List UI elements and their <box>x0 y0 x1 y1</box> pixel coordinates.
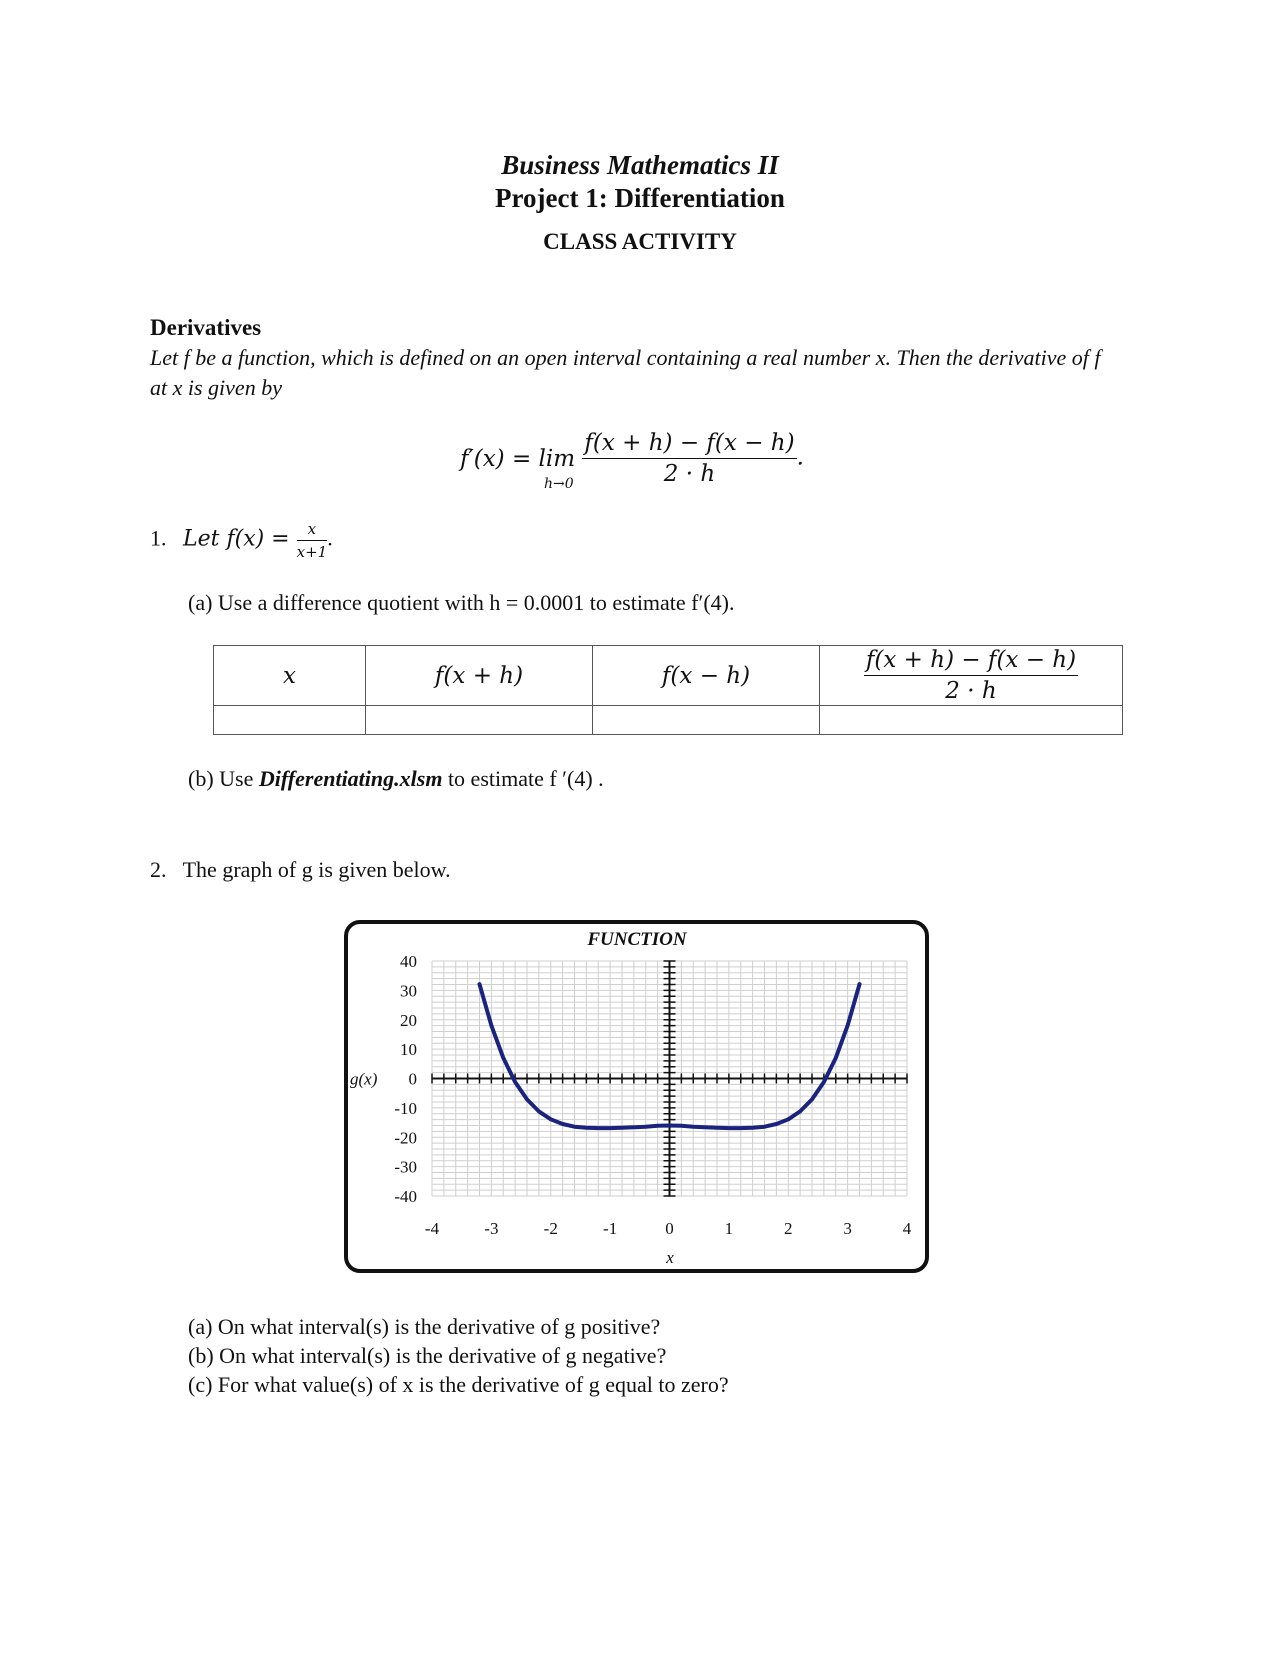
question-2-number: 2. <box>150 857 167 882</box>
data-point <box>620 1126 624 1130</box>
x-tick-label: -2 <box>543 1219 558 1238</box>
x-tick-label: 0 <box>665 1219 674 1238</box>
table-quotient-numerator: f(x + h) − f(x − h) <box>864 647 1078 676</box>
data-point <box>739 1126 743 1130</box>
table-quotient-denominator: 2 · h <box>945 678 997 704</box>
data-point <box>798 1110 802 1114</box>
data-point <box>822 1080 826 1084</box>
data-point <box>490 1024 494 1028</box>
question-1b-file: Differentiating.xlsm <box>258 766 443 791</box>
y-tick-label: -30 <box>394 1157 417 1177</box>
x-tick-label: 3 <box>843 1219 852 1238</box>
data-point <box>691 1125 695 1129</box>
derivative-definition: Let f be a function, which is defined on an open interval containing a real number x. Then the derivative of f at x is given by <box>150 345 1101 400</box>
y-tick-label: -40 <box>394 1187 417 1206</box>
y-tick-label: 30 <box>400 981 417 1001</box>
question-1b-prefix: (b) Use <box>188 766 259 791</box>
x-tick-label: 2 <box>784 1219 793 1238</box>
course-title: Business Mathematics II <box>501 150 779 180</box>
question-2b: (b) On what interval(s) is the derivative of g negative? <box>188 1343 667 1368</box>
y-tick-label: -10 <box>394 1098 417 1118</box>
question-2-subquestions <box>188 1312 729 1399</box>
x-axis-label: x <box>666 1248 674 1267</box>
data-point <box>573 1125 577 1129</box>
table-header-fxmh: f(x − h) <box>593 646 820 706</box>
question-1-number: 1. <box>150 525 167 551</box>
data-point <box>585 1126 589 1130</box>
question-1: 1. Let f(x) = $\frac{x}{x+1}$ . <box>150 520 333 561</box>
chart-title: FUNCTION <box>587 929 687 950</box>
y-tick-label: 40 <box>400 952 417 971</box>
x-tick-label: -4 <box>424 1219 440 1238</box>
data-point <box>513 1080 517 1084</box>
data-point <box>846 1024 850 1028</box>
data-point <box>478 982 482 986</box>
table-header-fxph: f(x + h) <box>366 646 593 706</box>
data-point <box>525 1098 529 1102</box>
data-point <box>549 1118 553 1122</box>
x-tick-label: -3 <box>484 1219 499 1238</box>
question-1-text: Let f(x) = <box>183 526 297 552</box>
x-tick-label: -1 <box>603 1219 618 1238</box>
y-tick-label: 20 <box>400 1010 417 1030</box>
activity-label: CLASS ACTIVITY <box>543 229 737 254</box>
data-point <box>596 1126 600 1130</box>
question-2c: (c) For what value(s) of x is the derivative of g equal to zero? <box>188 1372 729 1397</box>
y-tick-label: -20 <box>394 1128 417 1148</box>
data-point <box>561 1122 565 1126</box>
formula-limit: h→0 <box>544 475 574 492</box>
data-point <box>715 1126 719 1130</box>
derivatives-heading: Derivatives <box>150 315 262 340</box>
formula-numerator: f(x + h) − f(x − h) <box>582 430 796 459</box>
x-tick-label: 4 <box>902 1219 912 1238</box>
project-title: Project 1: Differentiation <box>495 183 785 213</box>
data-point <box>680 1124 684 1128</box>
data-point <box>632 1125 636 1129</box>
y-tick-label: 10 <box>400 1040 417 1060</box>
data-point <box>810 1098 814 1102</box>
data-point <box>668 1124 672 1128</box>
data-point <box>775 1122 779 1126</box>
f-numerator: x <box>297 520 328 541</box>
data-point <box>537 1110 541 1114</box>
question-2-text: The graph of g is given below. <box>182 857 451 882</box>
data-point <box>656 1124 660 1128</box>
data-point <box>703 1125 707 1129</box>
f-denominator: x+1 <box>296 543 328 561</box>
data-point <box>608 1126 612 1130</box>
data-point <box>786 1118 790 1122</box>
formula-denominator: 2 · h <box>663 461 716 487</box>
question-2a: (a) On what interval(s) is the derivative of g positive? <box>188 1314 661 1339</box>
y-axis-label: g(x) <box>350 1069 378 1089</box>
data-point <box>751 1126 755 1130</box>
data-point <box>501 1056 505 1060</box>
x-tick-label: 1 <box>724 1219 734 1238</box>
question-1a: (a) Use a difference quotient with h = 0.0001 to estimate f′(4). <box>188 590 735 615</box>
data-point <box>727 1126 731 1130</box>
data-point <box>763 1125 767 1129</box>
formula-lhs: f′(x) = lim <box>460 445 576 472</box>
data-point <box>834 1056 838 1060</box>
derivative-formula: f′(x) = lim h→0 $\frac{f(x + h) - f(x - h)}{2 \cdot h}$ . <box>460 430 804 492</box>
y-tick-label: 0 <box>408 1069 417 1089</box>
data-point <box>644 1125 648 1129</box>
table-header-x: x <box>214 646 366 706</box>
question-1b-suffix: to estimate f ′(4) . <box>442 766 604 791</box>
data-point <box>858 982 862 986</box>
